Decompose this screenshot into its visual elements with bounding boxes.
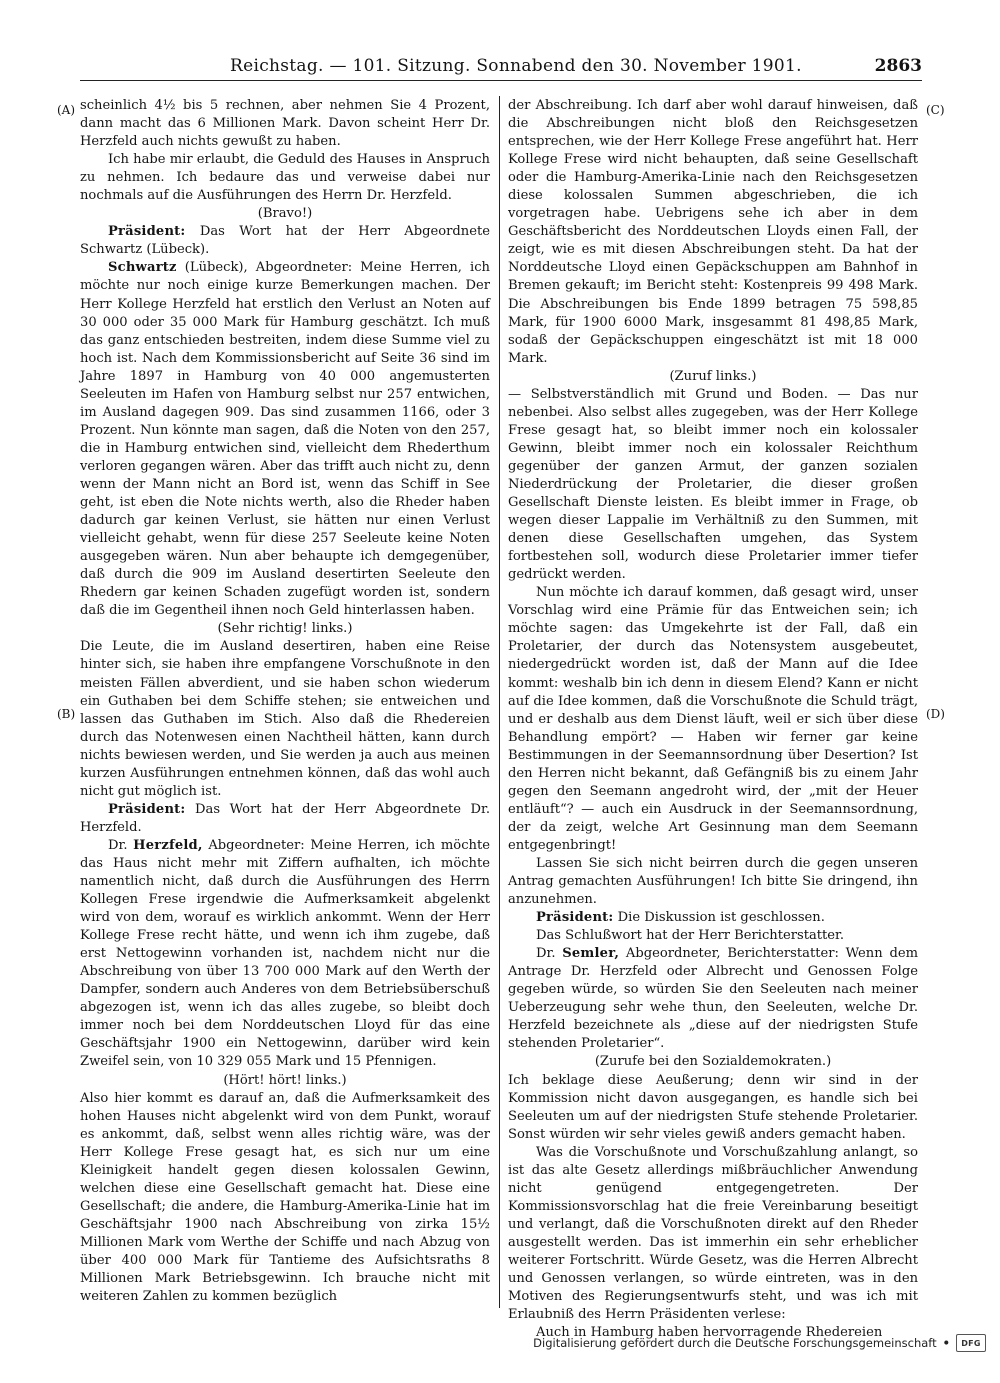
text-paragraph: Die Leute, die im Ausland desertiren, haben eine Reise hinter sich, sie haben ihre empfangene Vorschußnote in den meisten Fällen abverdient, und sie haben schon wiederum ein Guthaben bei dem Schiffe stehen; sie entweichen und lassen das Guthaben im Stich. Also daß die Rhedereien durch das Notenwesen einen Nachtheil hätten, kann durch nichts bewiesen werden, und Sie werden ja auch aus meinen kurzen Ausführungen entnehmen können, daß das wohl auch nicht gut möglich ist. [80,639,490,799]
speech-paragraph [80,801,490,837]
page-footer [533,1333,986,1353]
speaker-name: Schwartz [108,260,177,276]
speaker-name: Herzfeld, [133,837,203,853]
interjection: (Zuruf links.) [669,368,757,384]
text-paragraph: Lassen Sie sich nicht beirren durch die gegen unseren Antrag gemachten Ausführungen! Ich bitte Sie dringend, ihn anzunehmen. [508,855,918,908]
speech-text: Das Wort hat der Herr Abgeordnete Schwartz (Lübeck). [80,224,490,258]
margin-marker-d: (D) [926,707,945,721]
text-paragraph: Ich habe mir erlaubt, die Geduld des Hauses in Anspruch zu nehmen. Ich bedaure das und verweise dabei nur nochmals auf die Ausführungen des Herrn Dr. Herzfeld. [80,152,490,204]
margin-marker-c: (C) [926,103,945,117]
speaker-name: Semler, [562,946,620,962]
interjection: (Zurufe bei den Sozialdemokraten.) [594,1054,832,1070]
speech-text: Das Wort hat der Herr Abgeordnete Dr. Herzfeld. [80,801,490,835]
text-paragraph: Ich beklage diese Aeußerung; denn wir sind in der Kommission nicht davon ausgegangen, es handle sich bei Seeleuten um auf der niedrigsten Stufe stehende Proletarier. Sonst würden wir sehr vieles gewiß anders gemacht haben. [508,1072,918,1142]
text-paragraph: Auch in Hamburg haben hervorragende Rhedereien [536,1325,883,1341]
speaker-name: Präsident: [536,910,614,926]
text-paragraph: — Selbstverständlich mit Grund und Boden. — Das nur nebenbei. Also selbst alles zugegeben, was der Herr Kollege Frese gesagt hat, so bleibt immer noch ein kolossaler Gewinn, bleibt immer noch ein kolossaler Reichthum gegenüber der ganzen Armut, der ganzen sozialen Niederdrückung der Proletarier, die dieser großen Gesellschaft Dienste leisten. Es bleibt immer in Frage, ob wegen dieser Lappalie im Verhältniß zu den Summen, mit denen diese Gesellschaften umgehen, das System fortbestehen soll, wodurch diese Proletarier immer tiefer gedrückt werden. [508,386,918,583]
dfg-logo-icon: DFG [956,1334,986,1352]
text-paragraph: Was die Vorschußnote und Vorschußzahlung anlangt, so ist das alte Gesetz allerdings mißbräuchlicher Anwendung nicht genügend entgegengetreten. Der Kommissionsvorschlag hat die freie Vereinbarung beseitigt und verlangt, daß die Vorschußnoten direkt auf den Rheder ausgestellt werden. Das ist immerhin ein sehr erheblicher weiterer Fortschritt. Würde Gesetz, was die Herren Albrecht und Genossen verlangen, so würde eintreten, was in den Motiven des Regierungsentwurfs steht, und was ich mit Erlaubniß des Herrn Präsidenten verlese: [508,1144,918,1323]
page-number: 2863 [874,56,922,76]
text-paragraph: Nun möchte ich darauf kommen, daß gesagt wird, unser Vorschlag wird eine Prämie für das Entweichen sein; ich möchte sagen: das Umgekehrte ist der Fall, daß ein Proletarier, der durch das Notensystem ausgebeutet, niedergedrückt worden ist, daß der Mann auf die Idee kommt: weshalb bin ich denn in diesem Elend? Kann er nicht auf die Idee kommen, daß die Vorschußnote die Schuld trägt, und er deshalb aus dem Dienst läuft, weil er sich über diese Behandlung empört? — Haben wir ferner gar keine Bestimmungen in der Seemannsordnung über Desertion? Ist den Herren nicht bekannt, daß Gefängniß bis zu einem Jahr gegen den Seemann angedroht wird, der „mit der Heuer entläuft“? — auch ein Ausdruck in der Seemannsordnung, der da zeigt, welche Art Gesinnung man dem Seemann entgegenbringt! [508,585,918,853]
page-header [80,54,922,81]
speech-text: Abgeordneter, Berichterstatter: Wenn dem Antrage Dr. Herzfeld oder Albrecht und Genossen Folge gegeben würde, so würden Sie den Seeleuten nach meiner Ueberzeugung sehr wehe thun, den Seeleuten, welche Dr. Herzfeld bezeichnete als „diese auf der niedrigsten Stufe stehenden Proletarier“. [508,946,918,1052]
speaker-name: Präsident: [108,224,186,240]
speech-paragraph [80,259,490,620]
speaker-title: Dr. [536,946,563,962]
speech-text: Abgeordneter: Meine Herren, ich möchte das Haus nicht mehr mit Ziffern aufhalten, ich möchte namentlich nicht, daß durch die Ausführungen des Herrn Kollegen Frese irgendwie die Aufmerksamkeit abgelenkt wird von dem, worauf es wirklich ankommt. Wenn der Herr Kollege Frese recht hätte, und wenn ich ihm zugebe, daß erst Nettogewinn vorhanden ist, nachdem nicht nur die Abschreibung von über 13 700 000 Mark auf den Werth der Dampfer, sondern auch Anderes von dem Betriebsüberschuß abgezogen ist, wenn ich das alles zugebe, so bleibt doch immer noch bei dem Norddeutschen Lloyd für das eine Geschäftsjahr 1900 ein Nettogewinn, darüber wird kein Zweifel sein, von 10 329 055 Mark und 15 Pfennigen. [80,837,490,1070]
speech-text: (Lübeck), Abgeordneter: Meine Herren, ich möchte nur noch einige kurze Bemerkungen machen. Der Herr Kollege Herzfeld hat erstlich den Verlust an Noten auf 30 000 oder 35 000 Mark für Hamburg geschätzt. Ich muß das ganz entschieden bestreiten, indem diese Summe viel zu hoch ist. Nach dem Kommissionsbericht auf Seite 36 sind im Jahre 1897 in Hamburg von 40 000 angemusterten Seeleuten im Hafen von Hamburg selbst nur 257 entwichen, im Ausland dagegen 909. Das sind zusammen 1166, oder 3 Prozent. Nun könnte man sagen, daß die Noten von den 257, die in Hamburg entwichen sind, vielleicht dem Rhederthum verloren gegangen wären. Aber das trifft auch nicht zu, denn wenn der Mann nicht an Bord ist, wenn das Schiff in See geht, ist eben die Note nichts werth, also die Rheder haben dadurch gar keinen Verlust, sie hätten nur einen Verlust vielleicht gehabt, wenn für diese 257 Seeleute keine Noten ausgegeben wären. Nun aber behaupte ich demgegenüber, daß durch die 909 im Ausland desertirten Seeleute den Rhedern gar keinen Schaden zugefügt worden ist, sondern daß die im Gegentheil ihnen noch Geld hinterlassen haben. [80,260,490,619]
right-column [508,97,918,1342]
speech-paragraph [508,909,918,927]
speech-paragraph [508,945,918,1053]
margin-marker-a: (A) [57,103,76,117]
column-divider [499,96,500,1308]
text-paragraph: Das Schlußwort hat der Herr Berichterstatter. [536,928,845,944]
speech-paragraph [80,837,490,1072]
margin-marker-b: (B) [57,707,76,721]
speaker-name: Präsident: [108,801,186,817]
text-paragraph: der Abschreibung. Ich darf aber wohl darauf hinweisen, daß die Abschreibungen nicht bloß den Reichsgesetzen entsprechen, wie der Herr Kollege Frese angeführt hat. Herr Kollege Frese wird nicht behaupten, daß seine Gesellschaft oder die Hamburg-Amerika-Linie nach den Reichsgesetzen diese kolossalen Summen abgeschrieben, die ich vorgetragen habe. Uebrigens sehe ich aber in dem Geschäftsbericht des Norddeutschen Lloyds einen Fall, der zeigt, wie es mit diesen Abschreibungen steht. Da hat der Norddeutsche Lloyd einen Gepäckschuppen am Bahnhof in Bremen gekauft; im Bericht steht: Kostenpreis 99 498 Mark. Die Abschreibungen bis Ende 1899 betragen 75 598,85 Mark, für 1900 6000 Mark, insgesammt 81 498,85 Mark, sodaß der Gepäckschuppen eingeschätzt ist mit 18 000 Mark. [508,98,918,366]
speech-text: Die Diskussion ist geschlossen. [613,910,825,926]
footer-credit: Digitalisierung gefördert durch die Deutsche Forschungsgemeinschaft [533,1336,937,1350]
speaker-title: Dr. [108,837,134,853]
speech-paragraph [80,223,490,259]
interjection: (Bravo!) [257,206,313,222]
left-column [80,97,490,1306]
interjection: (Hört! hört! links.) [223,1072,347,1088]
text-paragraph: Also hier kommt es darauf an, daß die Aufmerksamkeit des hohen Hauses nicht abgelenkt wird von dem Punkt, worauf es ankommt, daß, selbst wenn alles richtig wäre, was der Herr Kollege Frese gesagt hat, es sich nur um eine Kleinigkeit handelt gegen diesen kolossalen Gewinn, welchen diese eine Gesellschaft gemacht hat. Diese eine Gesellschaft; die andere, die Hamburg-Amerika-Linie hat im Geschäftsjahr 1900 nach Abschreibung von zirka 15½ Millionen Mark vom Werthe der Schiffe und nach Abzug von über 400 000 Mark für Tantieme des Aufsichtsraths 8 Millionen Mark Betriebsgewinn. Ich brauche nicht mit weiteren Zahlen zu kommen bezüglich [80,1090,490,1305]
interjection: (Sehr richtig! links.) [217,621,353,637]
footer-separator: • [942,1336,950,1350]
header-title: Reichstag. — 101. Sitzung. Sonnabend den 30. November 1901. [230,56,802,76]
text-paragraph: scheinlich 4½ bis 5 rechnen, aber nehmen Sie 4 Prozent, dann macht das 6 Millionen Mark. Davon scheint Herr Dr. Herzfeld auch nichts gewußt zu haben. [80,98,490,150]
